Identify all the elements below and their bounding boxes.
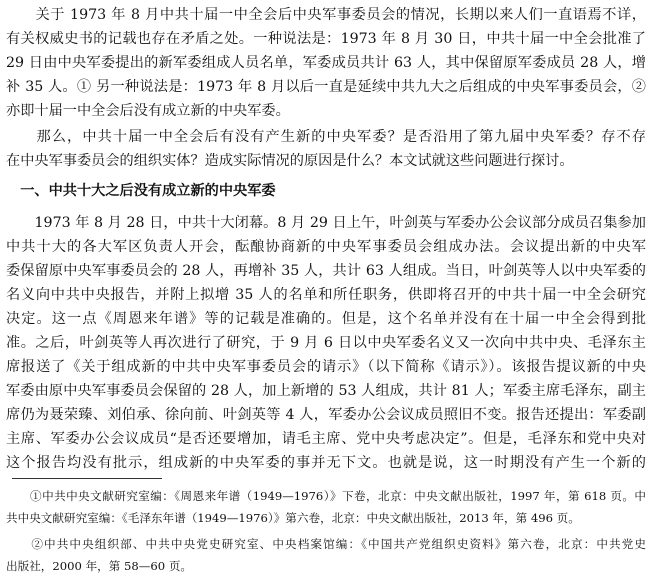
footnote-line: 共中央文献研究室编：《毛泽东年谱（1949—1976）》第六卷，北京：中央文献出版社，2013 年，第 496 页。 <box>6 511 580 525</box>
text-line: 那么，中共十届一中全会后有没有产生新的中央军委？是否沿用了第九届中央军委？存不存 <box>6 129 646 145</box>
text-line: 委保留原中央军事委员会的 28 人，再增补 35 人，共计 63 人组成。当日，叶剑英等人以中央军委的 <box>6 263 646 279</box>
text-line: 决定。这一点《周恩来年谱》等的记载是准确的。但是，这个名单并没有在十届一中全会得到批 <box>6 311 646 327</box>
text-line: 准。之后，叶剑英等人再次进行了研究，于 9 月 6 日以中央军委名义又一次向中共中央、毛泽东主 <box>6 335 646 351</box>
text-line: 亦即十届一中全会后没有成立新的中央军委。 <box>6 103 290 119</box>
text-line: 在中央军事委员会的组织实体？造成实际情况的原因是什么？本文试就这些问题进行探讨。 <box>6 153 574 169</box>
text-line: 关于 1973 年 8 月中共十届一中全会后中央军事委员会的情况，长期以来人们一直语焉不详， <box>6 7 646 23</box>
text-line: 1973 年 8 月 28 日，中共十大闭幕。8 月 29 日上午，叶剑英与军委办公会议部分成员召集参加 <box>6 215 646 231</box>
footnote-line: ②中共中央组织部、中共中央党史研究室、中央档案馆编：《中国共产党组织史资料》第六卷，北京：中共党史 <box>6 537 646 551</box>
text-line: 这个报告均没有批示，组成新的中央军委的事并无下文。也就是说，这一时期没有产生一个新的 <box>6 455 646 471</box>
text-line: 29 日由中央军委提出的新军委组成人员名单，军委成员共计 63 人，其中保留原军委成员 28 人，增 <box>6 55 646 71</box>
text-line: 名义向中共中央报告，并附上拟增 35 人的名单和所任职务，供即将召开的中共十届一中全会研究 <box>6 287 646 303</box>
text-line: 中共十大的各大军区负责人开会，酝酿协商新的中央军事委员会组成办法。会议提出新的中央军 <box>6 239 646 255</box>
text-line: 主席、军委办公会议成员“是否还要增加，请毛主席、党中央考虑决定”。但是，毛泽东和党中央对 <box>6 431 646 447</box>
footnote-line: ①中共中央文献研究室编：《周恩来年谱（1949—1976）》下卷，北京：中央文献出版社，1997 年，第 618 页。中 <box>6 489 646 503</box>
footnote-line: 出版社，2000 年，第 58—60 页。 <box>6 559 193 573</box>
text-line: 席仍为聂荣臻、刘伯承、徐向前、叶剑英等 4 人，军委办公会议成员照旧不变。报告还提出：军委副 <box>6 407 646 423</box>
text-line: 有关权威史书的记载也存在矛盾之处。一种说法是：1973 年 8 月 30 日，中共十届一中全会批准了 <box>6 31 646 47</box>
section-heading: 一、中共十大之后没有成立新的中央军委 <box>6 183 276 199</box>
footnote-divider <box>12 478 162 479</box>
text-line: 席报送了《关于组成新的中共中央军事委员会的请示》（以下简称《请示》）。该报告提议新的中央 <box>6 359 646 375</box>
text-line: 补 35 人。① 另一种说法是：1973 年 8 月以后一直是延续中共九大之后组成的中央军事委员会，② <box>6 79 646 95</box>
text-line: 军委由原中央军事委员会保留的 28 人，加上新增的 53 人组成，共计 81 人；军委主席毛泽东，副主 <box>6 383 646 399</box>
